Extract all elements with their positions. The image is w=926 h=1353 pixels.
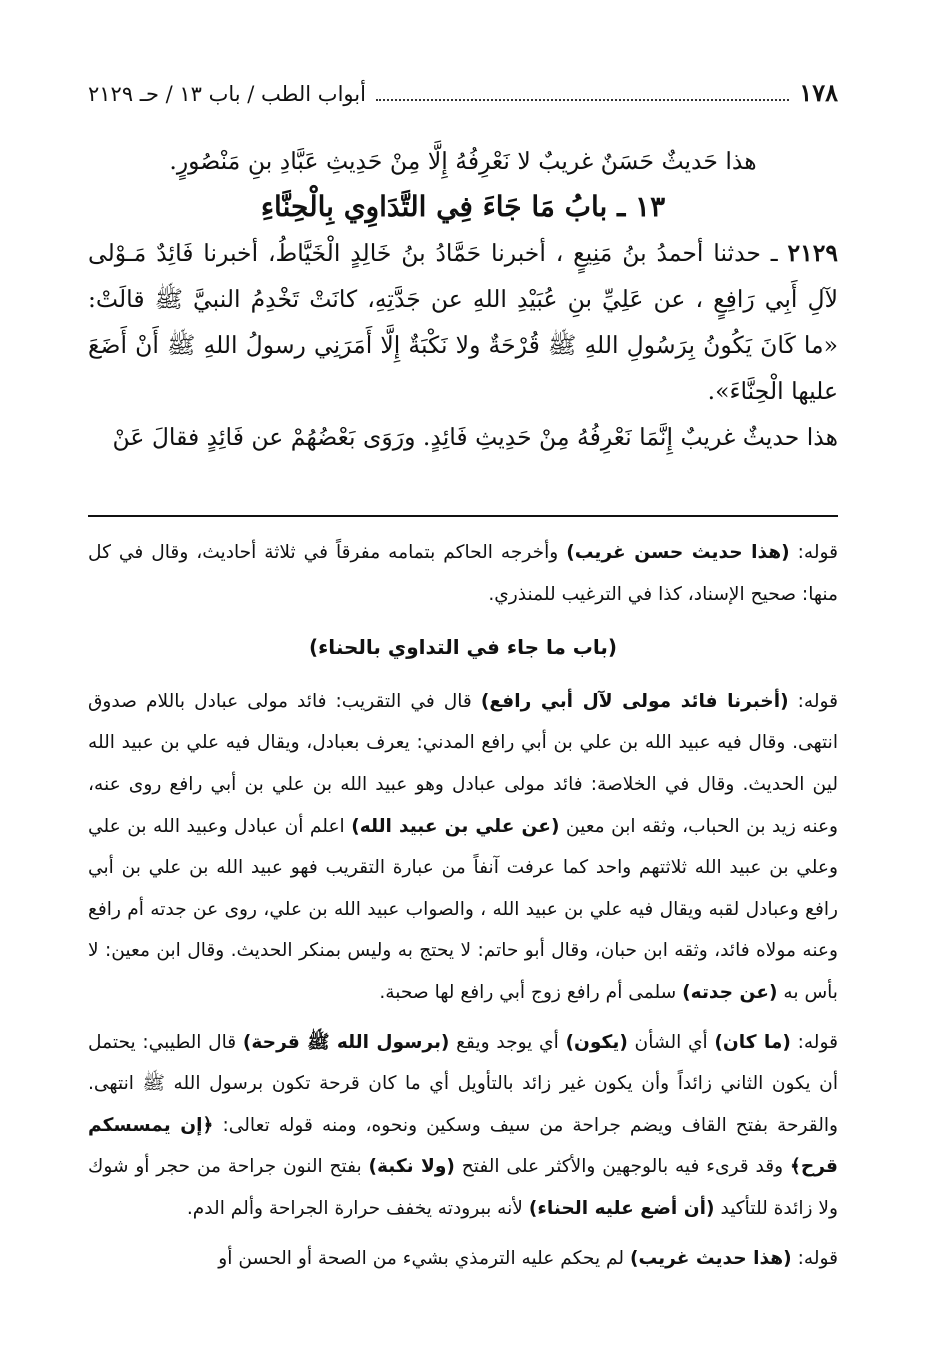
quran-quote: ﴿إن يمسسكم قرح﴾	[88, 1114, 838, 1178]
chapter-title: ١٣ ـ بابُ مَا جَاءَ فِي التَّدَاوِي بِالْحِنَّاءِ	[260, 190, 666, 223]
closing-line: هذا حديثٌ غريبٌ إِنَّمَا نَعْرِفُهُ مِنْ حَدِيثِ فَائِدٍ. ورَوَى بَعْضُهُمْ عن فَائِدٍ فقالَ عَنْ	[112, 423, 838, 451]
header-leader-dots	[376, 87, 789, 101]
commentary-quote: (هذا حديث حسن غريب)	[566, 542, 790, 563]
commentary-text: أي يوجد ويقع	[449, 1031, 566, 1053]
commentary-text: سلمى أم رافع زوج أبي رافع لها صحبة.	[379, 981, 683, 1003]
main-text	[88, 138, 838, 460]
intro-line: هذا حَديثٌ حَسَنٌ غريبٌ لا نَعْرِفُهُ إِلَّا مِنْ حَدِيثِ عَبَّادِ بنِ مَنْصُورٍ.	[169, 147, 757, 175]
commentary-text: وقد قرىء فيه بالوجهين والأكثر على الفتح	[454, 1156, 790, 1178]
commentary-text: لم يحكم عليه الترمذي بشيء من الصحة أو الحسن أو	[218, 1247, 630, 1269]
commentary-text: قال الطيبي: يحتمل أن يكون الثاني زائداً وأن يكون غير زائد بالتأويل أي ما كان قرحة تكون برسول الله ﷺ انتهى. والقرحة بفتح القاف ويضم جراحة من سيف وسكين ونحوه، ومنه قوله تعالى:	[88, 1031, 838, 1136]
commentary-subheading: (باب ما جاء في التداوي بالحناء)	[308, 635, 618, 660]
commentary-lead: قوله:	[790, 1031, 838, 1053]
commentary-paragraph-2	[88, 681, 838, 1014]
commentary-text: قال في التقريب: فائد مولى عبادل باللام صدوق انتهى. وقال فيه عبيد الله بن علي بن أبي رافع المدني: يعرف بعبادل، ويقال فيه علي بن عبيد الله لين الحديث. وقال في الخلاصة: فائد مولى عبادل وهو عبيد الله بن علي بن أبي رافع روى عنه، وعنه زيد بن الحباب، وثقه ابن معين	[88, 690, 839, 837]
commentary-quote: (عن جدته)	[682, 981, 778, 1003]
commentary-quote: (أخبرنا فائد مولى لآل أبي رافع)	[480, 690, 789, 712]
running-header	[88, 78, 838, 107]
commentary-paragraph-4	[88, 1238, 838, 1280]
commentary-lead: قوله:	[791, 1247, 838, 1269]
commentary-text: اعلم أن عبادل وعبيد الله بن علي وعلي بن عبيد الله ثلاثتهم واحد كما عرفت آنفاً من عبارة التقريب فهو عبيد الله بن علي بن أبي رافع وعبادل لقبه ويقال فيه علي بن عبيد الله ، والصواب عبيد الله بن علي، روى عن جدته أم رافع وعنه مولاه فائد، وثقه ابن حبان، وقال أبو حاتم: لا يحتج به وليس بمنكر الحديث. وقال ابن معين: لا بأس به	[88, 815, 838, 1003]
commentary-paragraph-1	[88, 532, 838, 615]
commentary-quote: (عن علي بن عبيد الله)	[351, 815, 560, 837]
commentary-text: لأنه ببرودته يخفف حرارة الجراحة وألم الدم.	[186, 1197, 529, 1219]
commentary-quote: (أن أضع عليه الحناء)	[528, 1197, 715, 1219]
commentary	[88, 532, 838, 1287]
commentary-text: بفتح النون جراحة من حجر أو شوك ولا زائدة للتأكيد	[88, 1156, 838, 1219]
hadith-paragraph	[88, 230, 838, 414]
commentary-quote: (ما كان)	[714, 1031, 791, 1053]
commentary-text: أي الشأن	[627, 1031, 715, 1053]
commentary-lead: قوله:	[789, 542, 838, 563]
commentary-quote: (ولا نكبة)	[368, 1156, 455, 1178]
commentary-text: وأخرجه الحاكم بتمامه مفرقاً في ثلاثة أحاديث، وقال في كل منها: صحيح الإسناد، كذا في الترغيب للمنذري.	[88, 542, 838, 605]
commentary-quote: (برسول الله ﷺ قرحة)	[242, 1031, 450, 1053]
commentary-lead: قوله:	[788, 690, 838, 712]
commentary-quote: (هذا حديث غريب)	[629, 1247, 792, 1269]
commentary-quote: (يكون)	[565, 1031, 628, 1053]
page-number: ١٧٨	[799, 78, 838, 107]
footnote-divider	[88, 515, 838, 517]
running-title: أبواب الطب / باب ١٣ / حـ ٢١٢٩	[88, 82, 366, 106]
commentary-paragraph-3	[88, 1022, 838, 1230]
hadith-text: ـ حدثنا أحمدُ بنُ مَنِيعٍ ، أخبرنا حَمَّادُ بنُ خَالِدٍ الْخَيَّاطُ، أخبرنا فَائِدٌ مَـوْلى لآلِ أَبِي رَافِعٍ ، عن عَلِيِّ بنِ عُبَيْدِ اللهِ عن جَدَّتِهِ، كانَتْ تَخْدِمُ النبيَّ ﷺ قالَتْ: «ما كَانَ يَكُونُ بِرَسُولِ اللهِ ﷺ قُرْحَةٌ ولا نَكْبَةٌ إِلَّا أَمَرَنِي رسولُ اللهِ ﷺ أَنْ أَضَعَ عليها الْحِنَّاءَ».	[88, 239, 838, 405]
hadith-number: ٢١٢٩	[787, 239, 838, 267]
